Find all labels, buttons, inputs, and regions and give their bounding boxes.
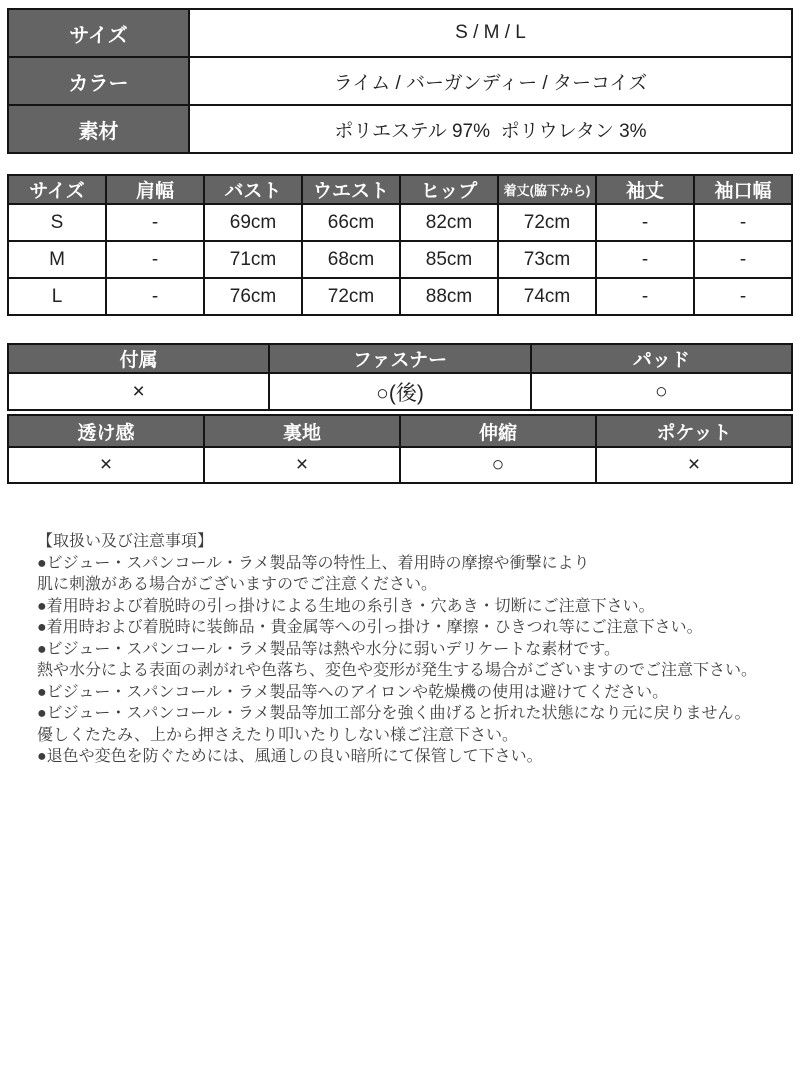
- pad-header: パッド: [531, 344, 792, 373]
- table-row-size-s: [8, 204, 792, 241]
- care-note-line: ●着用時および着脱時に装飾品・貴金属等への引っ掛け・摩擦・ひきつれ等にご注意下さい。: [37, 619, 703, 636]
- fastener-header: ファスナー: [269, 344, 530, 373]
- size-cell: 72cm: [498, 204, 596, 241]
- size-cell: 69cm: [204, 204, 302, 241]
- size-cell: 82cm: [400, 204, 498, 241]
- table-row: [8, 57, 792, 105]
- table-row: [8, 447, 792, 483]
- spec-value-color: ライム / バーガンディー / ターコイズ: [189, 57, 792, 105]
- spec-value-size: S / M / L: [189, 9, 792, 57]
- table-header-row: [8, 415, 792, 447]
- care-notes-title: 【取扱い及び注意事項】: [37, 533, 214, 550]
- care-note-line: 肌に刺激がある場合がございますのでご注意ください。: [37, 576, 438, 593]
- size-cell: 72cm: [302, 278, 400, 315]
- lining-value: ×: [204, 447, 400, 483]
- size-cell: 73cm: [498, 241, 596, 278]
- size-cell: L: [8, 278, 106, 315]
- sleeve-length-col-header: 袖丈: [596, 175, 694, 204]
- table-row: [8, 9, 792, 57]
- size-cell: -: [694, 278, 792, 315]
- spec-label-size: サイズ: [8, 9, 189, 57]
- care-note-line: ●ビジュー・スパンコール・ラメ製品等の特性上、着用時の摩擦や衝撃により: [37, 554, 590, 572]
- size-measurement-table: [7, 174, 793, 316]
- cuff-width-col-header: 袖口幅: [694, 175, 792, 204]
- care-note-line: ●着用時および着脱時の引っ掛けによる生地の糸引き・穴あき・切断にご注意下さい。: [37, 597, 655, 615]
- size-cell: -: [106, 278, 204, 315]
- care-note-line: ●退色や変色を防ぐためには、風通しの良い暗所にて保管して下さい。: [37, 748, 543, 765]
- spec-label-material: 素材: [8, 105, 189, 153]
- care-note-line: 熱や水分による表面の剥がれや色落ち、変色や変形が発生する場合がございますのでご注意下さい。: [37, 662, 758, 679]
- waist-col-header: ウエスト: [302, 175, 400, 204]
- fastener-value: ○(後): [269, 373, 530, 410]
- table-header-row: [8, 344, 792, 373]
- hip-col-header: ヒップ: [400, 175, 498, 204]
- pad-value: ○: [531, 373, 792, 410]
- accessory-header: 付属: [8, 344, 269, 373]
- size-cell: -: [596, 241, 694, 278]
- size-cell: -: [106, 241, 204, 278]
- size-cell: S: [8, 204, 106, 241]
- bust-col-header: バスト: [204, 175, 302, 204]
- size-cell: 66cm: [302, 204, 400, 241]
- size-cell: 68cm: [302, 241, 400, 278]
- size-col-header: サイズ: [8, 175, 106, 204]
- sheerness-value: ×: [8, 447, 204, 483]
- size-cell: -: [106, 204, 204, 241]
- product-spec-table: [7, 8, 793, 154]
- spec-value-material: ポリエステル 97% ポリウレタン 3%: [189, 105, 792, 153]
- care-note-line: 優しくたたみ、上から押さえたり叩いたりしない様ご注意下さい。: [37, 726, 518, 744]
- stretch-value: ○: [400, 447, 596, 483]
- size-cell: M: [8, 241, 106, 278]
- pocket-value: ×: [596, 447, 792, 483]
- size-cell: -: [694, 204, 792, 241]
- accessory-value: ×: [8, 373, 269, 410]
- size-cell: 71cm: [204, 241, 302, 278]
- stretch-header: 伸縮: [400, 415, 596, 447]
- table-row: [8, 105, 792, 153]
- care-note-line: ●ビジュー・スパンコール・ラメ製品等へのアイロンや乾燥機の使用は避けてください。: [37, 683, 669, 701]
- size-cell: -: [694, 241, 792, 278]
- lining-header: 裏地: [204, 415, 400, 447]
- table-row-size-l: [8, 278, 792, 315]
- care-note-line: ●ビジュー・スパンコール・ラメ製品等は熱や水分に弱いデリケートな素材です。: [37, 640, 620, 658]
- care-notes: [37, 531, 793, 768]
- table-row-size-m: [8, 241, 792, 278]
- feature-table-1: [7, 343, 793, 411]
- spec-label-color: カラー: [8, 57, 189, 105]
- size-cell: 74cm: [498, 278, 596, 315]
- shoulder-col-header: 肩幅: [106, 175, 204, 204]
- table-header-row: [8, 175, 792, 204]
- size-cell: 76cm: [204, 278, 302, 315]
- pocket-header: ポケット: [596, 415, 792, 447]
- size-cell: 85cm: [400, 241, 498, 278]
- feature-table-2: [7, 414, 793, 484]
- table-row: [8, 373, 792, 410]
- size-cell: -: [596, 278, 694, 315]
- size-cell: 88cm: [400, 278, 498, 315]
- length-col-header: 着丈(脇下から): [498, 175, 596, 204]
- size-cell: -: [596, 204, 694, 241]
- sheerness-header: 透け感: [8, 415, 204, 447]
- care-note-line: ●ビジュー・スパンコール・ラメ製品等加工部分を強く曲げると折れた状態になり元に戻りません。: [37, 705, 751, 722]
